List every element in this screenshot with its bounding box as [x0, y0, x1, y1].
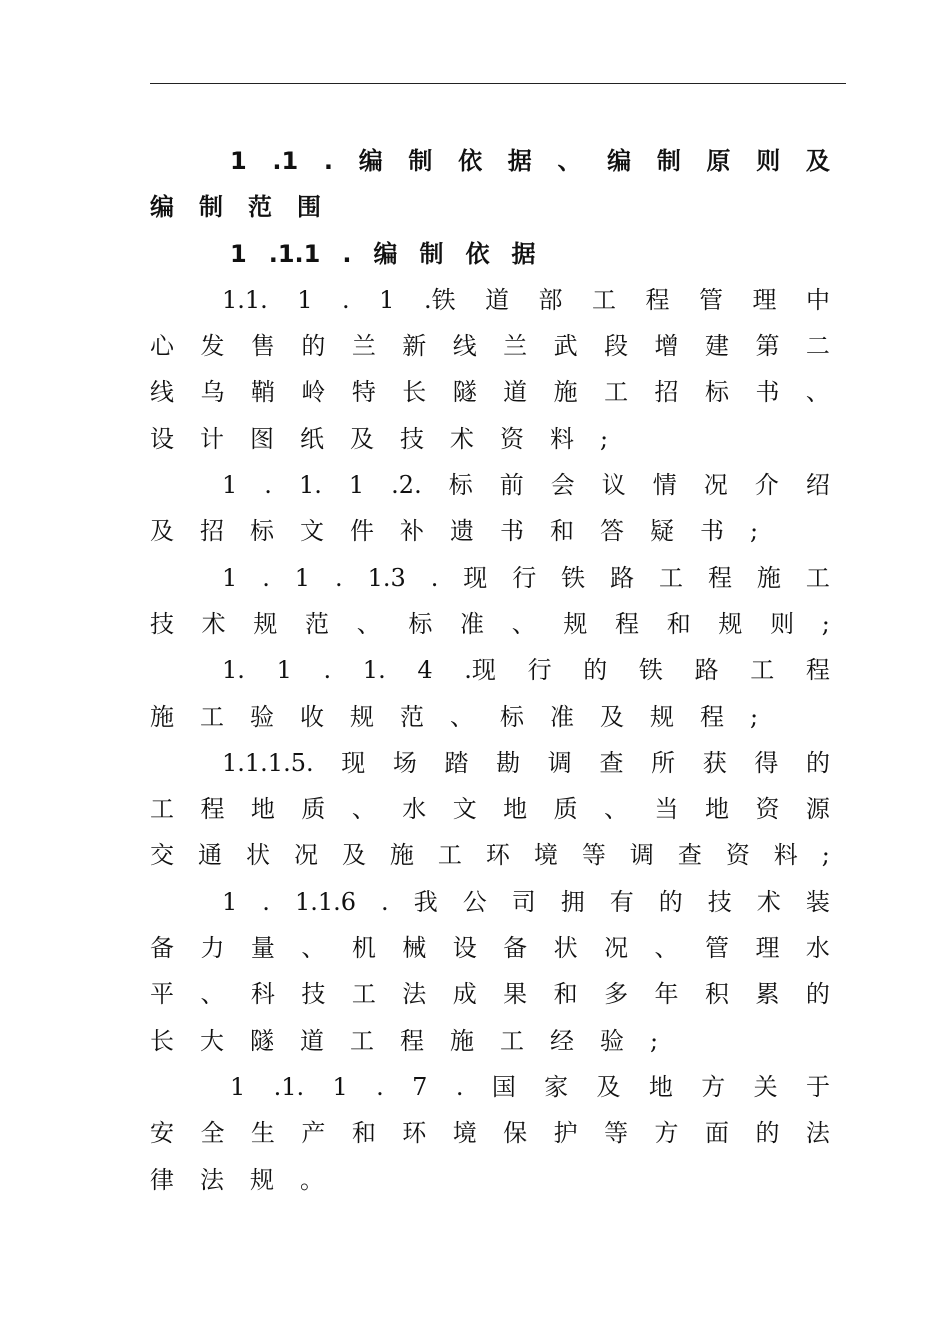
text-line: 备 力 量 、 机 械 设 备 状 况 、 管 理 水 [150, 934, 830, 963]
header-rule [150, 83, 846, 84]
heading-line: 1 .1.1 . 编 制 依 据 [230, 239, 536, 268]
heading-line: 1 .1 . 编 制 依 据 、 编 制 原 则 及 [230, 147, 830, 175]
text-line: 1 .1. 1 . 7 . 国 家 及 地 方 关 于 [230, 1072, 830, 1101]
text-line: 交 通 状 况 及 施 工 环 境 等 调 查 资 料 ; [150, 841, 830, 870]
text-line: 安 全 生 产 和 环 境 保 护 等 方 面 的 法 [150, 1119, 830, 1148]
text-line: 律 法 规 。 [150, 1165, 324, 1194]
text-line: 平 、 科 技 工 法 成 果 和 多 年 积 累 的 [150, 980, 830, 1009]
heading-line: 编 制 范 围 [150, 193, 321, 222]
text-line: 长 大 隧 道 工 程 施 工 经 验 ; [150, 1026, 659, 1055]
text-line: 线 乌 鞘 岭 特 长 隧 道 施 工 招 标 书 、 [150, 378, 830, 407]
text-line: 1 . 1 . 1.3 . 现 行 铁 路 工 程 施 工 [222, 563, 830, 592]
document-body [150, 138, 830, 1203]
text-line: 施 工 验 收 规 范 、 标 准 及 规 程 ; [150, 702, 759, 731]
text-line: 1 . 1. 1 .2. 标 前 会 议 情 况 介 绍 [222, 471, 830, 500]
text-line: 工 程 地 质 、 水 文 地 质 、 当 地 资 源 [150, 795, 830, 824]
text-line: 技 术 规 范 、 标 准 、 规 程 和 规 则 ; [150, 609, 830, 638]
text-line: 1. 1 . 1. 4 .现 行 的 铁 路 工 程 [222, 656, 830, 685]
text-line: 及 招 标 文 件 补 遗 书 和 答 疑 书 ; [150, 517, 759, 546]
text-line: 1.1.1.5. 现 场 踏 勘 调 查 所 获 得 的 [222, 748, 830, 777]
text-line: 1 . 1.1.6 . 我 公 司 拥 有 的 技 术 装 [222, 887, 830, 916]
text-line: 心 发 售 的 兰 新 线 兰 武 段 增 建 第 二 [150, 332, 830, 361]
text-line: 设 计 图 纸 及 技 术 资 料 ; [150, 424, 609, 453]
text-line: 1.1. 1 . 1 .铁 道 部 工 程 管 理 中 [222, 285, 830, 314]
